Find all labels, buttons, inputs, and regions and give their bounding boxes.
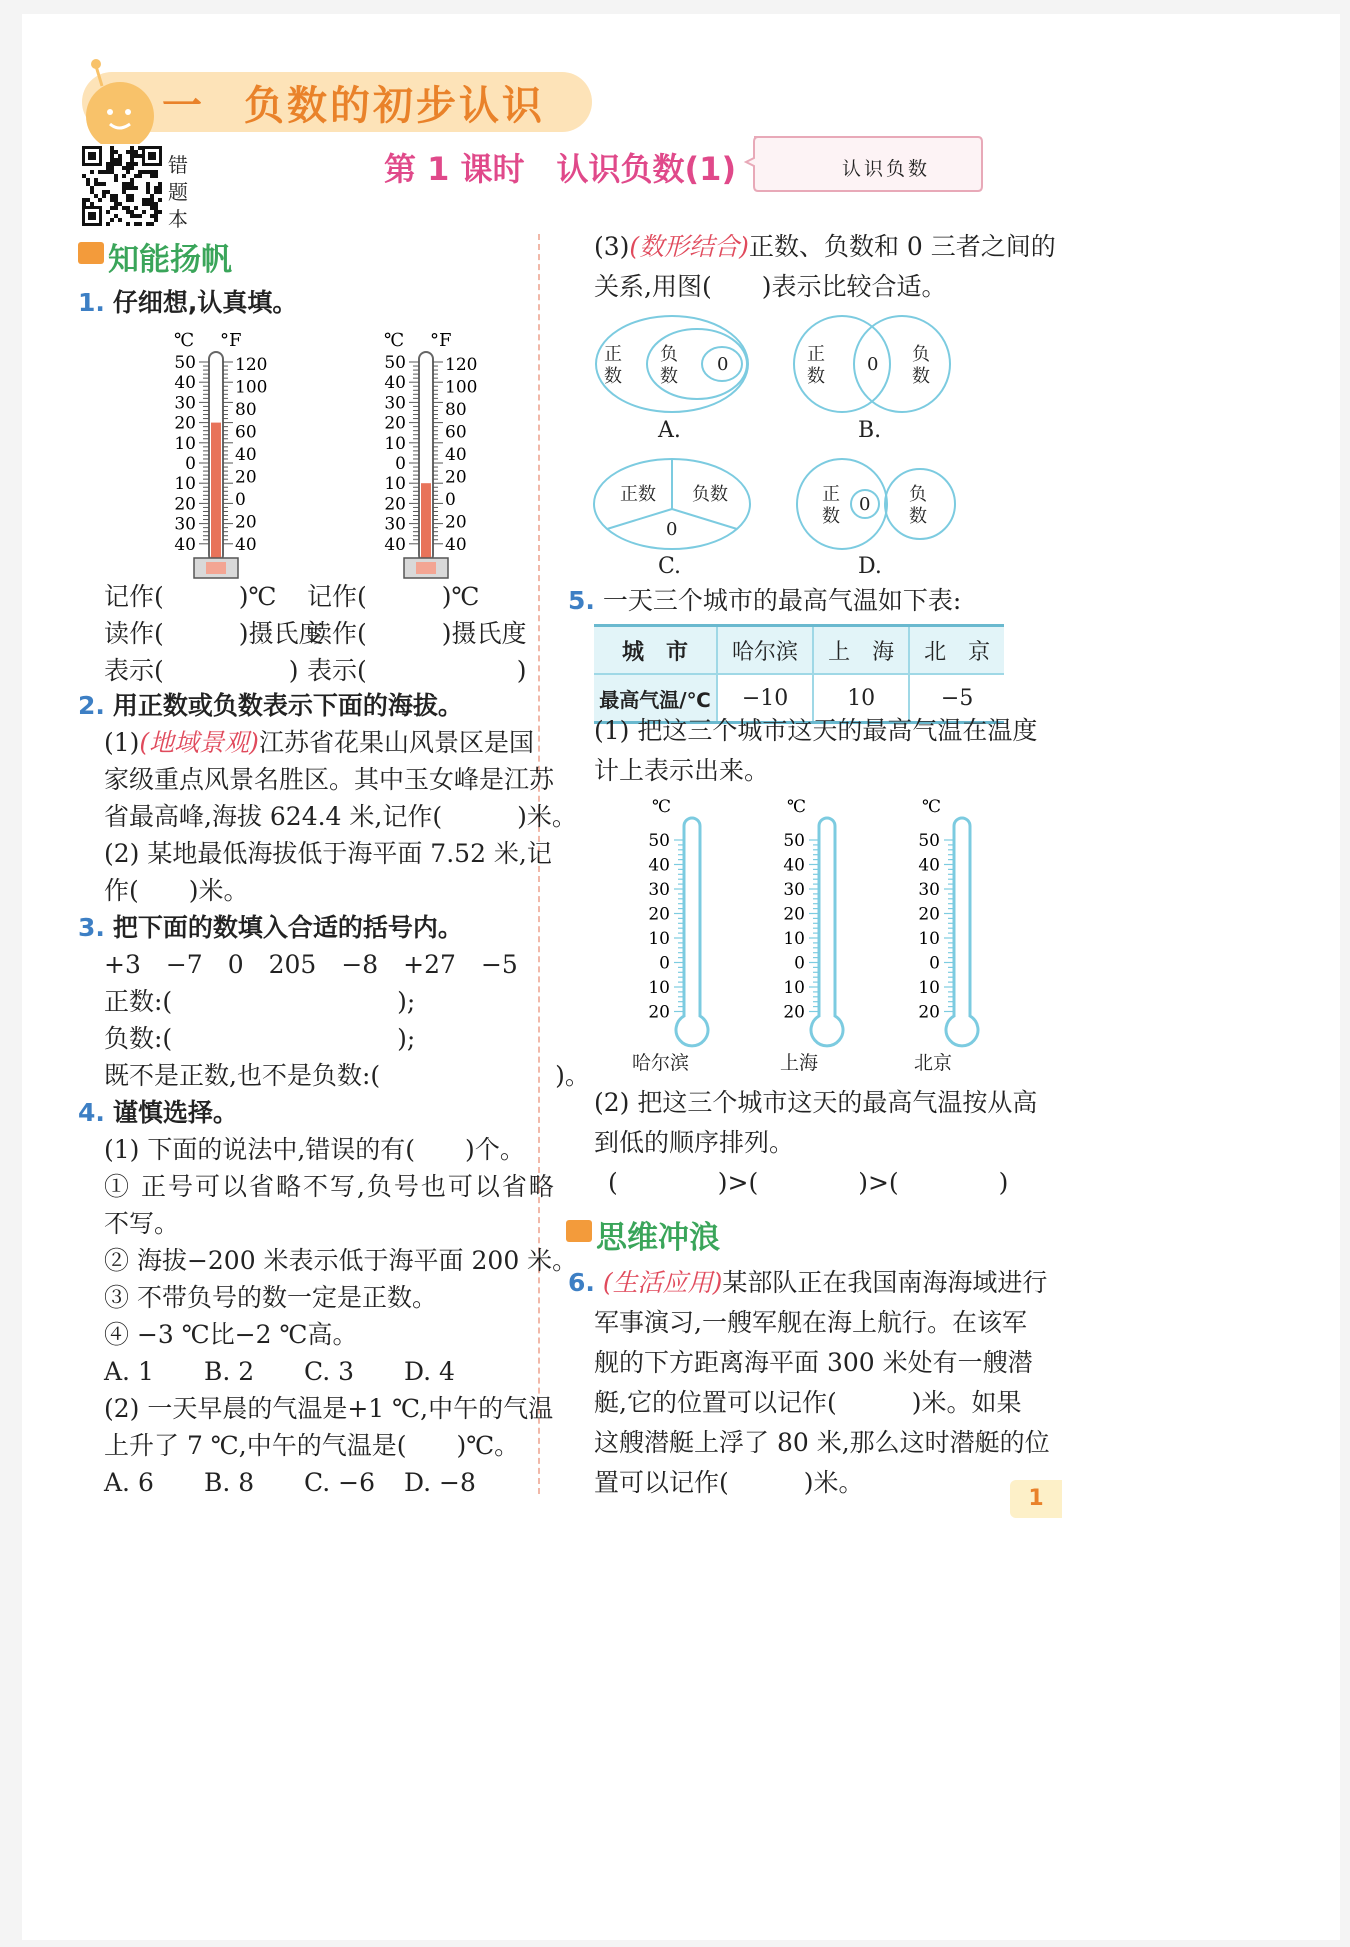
fahrenheit-tick-label: 40 <box>235 445 257 466</box>
celsius-tick-label: 30 <box>174 514 196 535</box>
q4-sub3-line2: 关系,用图( )表示比较合适。 <box>594 272 947 301</box>
celsius-tick-label: 30 <box>174 393 196 414</box>
fahrenheit-unit: °F <box>220 330 242 351</box>
table-row-label: 最高气温/℃ <box>594 674 717 723</box>
q3-numbers: +3 −7 0 205 −8 +27 −5 <box>104 950 518 979</box>
thermometer-left <box>142 326 268 586</box>
q4-sub2-line1: (2) 一天早晨的气温是+1 ℃,中午的气温 <box>104 1394 554 1423</box>
table-cell: −5 <box>909 674 1004 723</box>
celsius-tick-label: 20 <box>648 904 670 925</box>
celsius-tick-label: 40 <box>783 855 805 876</box>
chapter-number: 一 <box>162 83 202 129</box>
q2-line-5: 作( )米。 <box>104 876 249 905</box>
fahrenheit-tick-label: 0 <box>235 489 246 510</box>
venn-c-positive: 正数 <box>620 484 656 505</box>
celsius-tick-label: 10 <box>783 978 805 998</box>
q6-line5: 这艘潜艇上浮了 80 米,那么这时潜艇的位 <box>594 1428 1050 1457</box>
fahrenheit-unit: °F <box>430 330 452 351</box>
fahrenheit-tick-label: 20 <box>235 512 257 533</box>
table-header: 哈尔滨 <box>717 626 813 675</box>
workbook-page <box>22 14 1340 1940</box>
venn-b-zero: 0 <box>867 354 879 375</box>
q4-stmt-1: ① 正号可以省略不写,负号也可以省略 <box>104 1172 556 1201</box>
q3-neither: 既不是正数,也不是负数:( )。 <box>104 1061 590 1090</box>
q4-stmt-2: ② 海拔−200 米表示低于海平面 200 米。 <box>104 1246 578 1275</box>
qr-code[interactable] <box>80 144 164 228</box>
q4-sub2-line2: 上升了 7 ℃,中午的气温是( )℃。 <box>104 1431 520 1460</box>
thermometer-bulb <box>416 562 436 574</box>
chapter-title: 负数的初步认识 <box>244 83 545 129</box>
venn-d-positive: 正数 <box>822 484 840 527</box>
side-tab-label: 认识负数 <box>842 158 931 180</box>
qr-label: 错 题 本 <box>168 153 188 231</box>
venn-d-negative: 负数 <box>909 484 927 527</box>
venn-a-zero: 0 <box>717 354 729 375</box>
q4-opt2-a[interactable]: A. 6 <box>104 1468 154 1497</box>
celsius-tick-label: 10 <box>918 929 940 949</box>
fahrenheit-tick-label: 100 <box>445 377 478 398</box>
table-header: 上 海 <box>813 626 909 675</box>
q5-sub1-line1: (1) 把这三个城市这天的最高气温在温度 <box>594 716 1038 745</box>
fahrenheit-tick-label: 40 <box>445 445 467 466</box>
q5-sub2-line2: 到低的顺序排列。 <box>594 1128 795 1157</box>
celsius-tick-label: 20 <box>384 413 406 434</box>
celsius-tick-label: 40 <box>384 534 406 555</box>
q1-left-read: 读作( )摄氏度 <box>104 619 324 648</box>
q1-right-record: 记作( )℃ <box>307 582 480 611</box>
city-label: 上海 <box>780 1052 819 1074</box>
q5-sub2-line1: (2) 把这三个城市这天的最高气温按从高 <box>594 1088 1038 1117</box>
mercury-column <box>421 483 431 558</box>
celsius-tick-label: 0 <box>395 454 406 474</box>
celsius-tick-label: 50 <box>384 353 406 373</box>
celsius-tick-label: 20 <box>783 904 805 925</box>
q3-heading: 3. 把下面的数填入合适的括号内。 <box>78 913 463 942</box>
city-label: 北京 <box>914 1052 953 1074</box>
celsius-tick-label: 40 <box>174 373 196 394</box>
q1-heading: 1. 仔细想,认真填。 <box>78 288 298 317</box>
celsius-tick-label: 50 <box>783 831 805 851</box>
celsius-tick-label: 20 <box>174 494 196 515</box>
q6-line1: 6. (生活应用)某部队正在我国南海海域进行 <box>568 1268 1048 1297</box>
q2-line-3: 省最高峰,海拔 624.4 米,记作( )米。 <box>104 802 577 831</box>
q3-positive: 正数:( ); <box>104 987 416 1016</box>
q2-heading: 2. 用正数或负数表示下面的海拔。 <box>78 691 463 720</box>
celsius-tick-label: 50 <box>918 831 940 851</box>
celsius-tick-label: 20 <box>174 413 196 434</box>
venn-c-negative: 负数 <box>692 484 728 505</box>
q6-line2: 军事演习,一艘军舰在海上航行。在该军 <box>594 1308 1027 1337</box>
q4-opt-c[interactable]: C. 3 <box>304 1357 355 1386</box>
q6-line3: 舰的下方距离海平面 300 米处有一艘潜 <box>594 1348 1033 1377</box>
section-heading-2: 思维冲浪 <box>596 1220 720 1256</box>
q4-stmt-1-cont: 不写。 <box>104 1209 180 1238</box>
celsius-tick-label: 40 <box>648 855 670 876</box>
fahrenheit-tick-label: 80 <box>235 400 257 421</box>
q4-opt-d[interactable]: D. 4 <box>404 1357 455 1386</box>
celsius-tick-label: 10 <box>783 929 805 949</box>
table-header: 城 市 <box>621 639 688 665</box>
venn-c-letter[interactable]: C. <box>658 554 682 579</box>
celsius-tick-label: 30 <box>783 880 805 900</box>
lesson-title: 第 1 课时 认识负数(1) <box>384 150 737 188</box>
celsius-tick-label: 0 <box>185 454 196 474</box>
celsius-tick-label: 10 <box>648 929 670 949</box>
city-label: 哈尔滨 <box>632 1052 690 1074</box>
section-heading-1: 知能扬帆 <box>108 242 232 278</box>
thermometer-bulb <box>206 562 226 574</box>
page-number: 1 <box>1010 1480 1062 1518</box>
fahrenheit-tick-label: 80 <box>445 400 467 421</box>
celsius-tick-label: 0 <box>659 953 670 974</box>
celsius-tick-label: 30 <box>918 880 940 900</box>
celsius-unit: ℃ <box>922 797 942 817</box>
celsius-tick-label: 0 <box>794 953 805 974</box>
q1-right-meaning: 表示( ) <box>307 656 527 685</box>
table-cell: 10 <box>813 674 909 723</box>
q4-stmt-3: ③ 不带负号的数一定是正数。 <box>104 1283 437 1312</box>
venn-c-zero: 0 <box>666 519 678 540</box>
celsius-tick-label: 20 <box>384 494 406 515</box>
q4-opt2-b[interactable]: B. 8 <box>204 1468 255 1497</box>
q4-stmt-4: ④ −3 ℃比−2 ℃高。 <box>104 1320 358 1349</box>
wave-icon <box>566 1220 592 1242</box>
celsius-tick-label: 20 <box>648 1002 670 1023</box>
fahrenheit-tick-label: 20 <box>235 467 257 488</box>
celsius-unit: ℃ <box>174 330 195 351</box>
q4-opt2-d[interactable]: D. −8 <box>404 1468 476 1497</box>
q6-line4: 艇,它的位置可以记作( )米。如果 <box>594 1388 1022 1417</box>
venn-a-negative: 负数 <box>660 344 678 387</box>
q5-order: ( )>( )>( ) <box>608 1168 1009 1197</box>
fahrenheit-tick-label: 20 <box>445 467 467 488</box>
celsius-tick-label: 10 <box>174 433 196 454</box>
celsius-tick-label: 10 <box>384 474 406 495</box>
table-header: 北 京 <box>909 626 1004 675</box>
fahrenheit-tick-label: 40 <box>235 534 257 555</box>
q4-sub3-line1: (3)(数形结合)正数、负数和 0 三者之间的 <box>594 232 1056 261</box>
venn-a-positive: 正数 <box>604 344 622 387</box>
blank-thermometer-harbin[interactable] <box>622 794 712 1044</box>
venn-d-letter[interactable]: D. <box>858 554 882 579</box>
celsius-tick-label: 10 <box>384 433 406 454</box>
blank-thermometer-shanghai[interactable] <box>757 794 847 1044</box>
q5-sub1-line2: 计上表示出来。 <box>594 756 770 785</box>
q4-sub1: (1) 下面的说法中,错误的有( )个。 <box>104 1135 525 1164</box>
temperature-table <box>594 624 1004 724</box>
q1-right-read: 读作( )摄氏度 <box>307 619 527 648</box>
fahrenheit-tick-label: 120 <box>445 355 478 376</box>
q1-left-record: 记作( )℃ <box>104 582 277 611</box>
fahrenheit-tick-label: 20 <box>445 512 467 533</box>
fahrenheit-tick-label: 0 <box>445 489 456 510</box>
venn-diagrams <box>587 304 967 574</box>
fahrenheit-tick-label: 40 <box>445 534 467 555</box>
celsius-tick-label: 40 <box>918 855 940 876</box>
q6-line6: 置可以记作( )米。 <box>594 1468 864 1497</box>
sail-icon <box>78 242 104 264</box>
fahrenheit-tick-label: 100 <box>235 377 268 398</box>
venn-b-positive: 正数 <box>807 344 825 387</box>
blank-thermometer-beijing[interactable] <box>892 794 982 1044</box>
q4-opt-b[interactable]: B. 2 <box>204 1357 255 1386</box>
table-cell: −10 <box>717 674 813 723</box>
celsius-tick-label: 40 <box>384 373 406 394</box>
celsius-tick-label: 10 <box>174 474 196 495</box>
celsius-tick-label: 20 <box>918 1002 940 1023</box>
celsius-tick-label: 10 <box>918 978 940 998</box>
celsius-tick-label: 20 <box>918 904 940 925</box>
celsius-tick-label: 40 <box>174 534 196 555</box>
celsius-tick-label: 20 <box>783 1002 805 1023</box>
celsius-tick-label: 10 <box>648 978 670 998</box>
celsius-tick-label: 30 <box>384 514 406 535</box>
celsius-tick-label: 50 <box>174 353 196 373</box>
venn-b-negative: 负数 <box>912 344 930 387</box>
q2-line-1: (1)(地域景观)江苏省花果山风景区是国 <box>104 728 534 757</box>
fahrenheit-tick-label: 120 <box>235 355 268 376</box>
celsius-tick-label: 30 <box>384 393 406 414</box>
mercury-column <box>211 423 221 558</box>
q5-heading: 5. 一天三个城市的最高气温如下表: <box>568 586 962 615</box>
celsius-unit: ℃ <box>652 797 672 817</box>
celsius-tick-label: 50 <box>648 831 670 851</box>
venn-a-letter[interactable]: A. <box>658 418 681 443</box>
q1-left-meaning: 表示( ) <box>104 656 299 685</box>
fahrenheit-tick-label: 60 <box>235 422 257 443</box>
q3-negative: 负数:( ); <box>104 1024 416 1053</box>
celsius-unit: ℃ <box>384 330 405 351</box>
q4-heading: 4. 谨慎选择。 <box>78 1098 238 1127</box>
fahrenheit-tick-label: 60 <box>445 422 467 443</box>
thermometer-right <box>352 326 478 586</box>
venn-d-zero: 0 <box>859 494 871 515</box>
celsius-tick-label: 30 <box>648 880 670 900</box>
celsius-unit: ℃ <box>787 797 807 817</box>
celsius-tick-label: 0 <box>929 953 940 974</box>
q4-opt-a[interactable]: A. 1 <box>104 1357 154 1386</box>
q4-opt2-c[interactable]: C. −6 <box>304 1468 375 1497</box>
q2-line-4: (2) 某地最低海拔低于海平面 7.52 米,记 <box>104 839 552 868</box>
q2-line-2: 家级重点风景名胜区。其中玉女峰是江苏 <box>104 765 555 794</box>
venn-b-letter[interactable]: B. <box>858 418 882 443</box>
